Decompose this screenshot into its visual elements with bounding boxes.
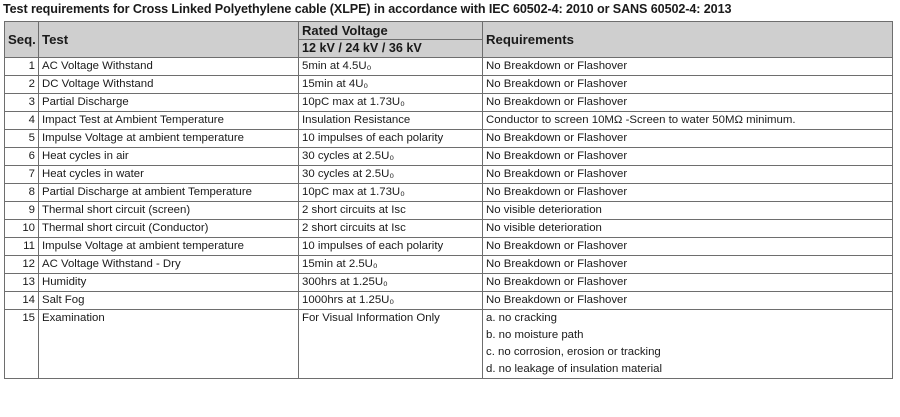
- requirement-cell: No Breakdown or Flashover: [483, 94, 893, 112]
- table-row: [5, 148, 893, 166]
- requirement-item: c. no corrosion, erosion or tracking: [486, 346, 661, 358]
- rated-voltage-cell: For Visual Information Only: [299, 310, 483, 379]
- table-row: [5, 202, 893, 220]
- seq-cell: 6: [5, 148, 39, 166]
- seq-cell: 7: [5, 166, 39, 184]
- test-cell: Heat cycles in air: [39, 148, 299, 166]
- test-cell: Salt Fog: [39, 292, 299, 310]
- test-cell: AC Voltage Withstand: [39, 58, 299, 76]
- test-cell: Examination: [39, 310, 299, 379]
- requirement-item: b. no moisture path: [486, 329, 584, 341]
- header-test: Test: [39, 22, 299, 58]
- requirement-cell: No Breakdown or Flashover: [483, 76, 893, 94]
- rated-voltage-cell: 30 cycles at 2.5U₀: [299, 148, 483, 166]
- header-voltage-levels: 12 kV / 24 kV / 36 kV: [299, 40, 483, 58]
- test-cell: AC Voltage Withstand - Dry: [39, 256, 299, 274]
- requirement-cell: No Breakdown or Flashover: [483, 130, 893, 148]
- table-row: [5, 184, 893, 202]
- requirement-item: d. no leakage of insulation material: [486, 363, 663, 375]
- table-row: [5, 58, 893, 76]
- requirement-cell: No Breakdown or Flashover: [483, 238, 893, 256]
- seq-cell: 14: [5, 292, 39, 310]
- requirement-cell: No Breakdown or Flashover: [483, 184, 893, 202]
- rated-voltage-cell: 15min at 2.5U₀: [299, 256, 483, 274]
- seq-cell: 5: [5, 130, 39, 148]
- rated-voltage-cell: 10pC max at 1.73U₀: [299, 184, 483, 202]
- header-seq: Seq.: [5, 22, 39, 58]
- seq-cell: 4: [5, 112, 39, 130]
- rated-voltage-cell: 2 short circuits at Isc: [299, 220, 483, 238]
- test-cell: DC Voltage Withstand: [39, 76, 299, 94]
- test-cell: Partial Discharge: [39, 94, 299, 112]
- seq-cell: 11: [5, 238, 39, 256]
- test-cell: Impulse Voltage at ambient temperature: [39, 130, 299, 148]
- test-cell: Impact Test at Ambient Temperature: [39, 112, 299, 130]
- seq-cell: 2: [5, 76, 39, 94]
- document-title: Test requirements for Cross Linked Polyethylene cable (XLPE) in accordance with IEC 60502-4: 2010 or SANS 60502-4: 2013: [3, 2, 732, 16]
- requirement-cell: No Breakdown or Flashover: [483, 292, 893, 310]
- table-row: [5, 310, 893, 379]
- seq-cell: 9: [5, 202, 39, 220]
- header-rated-voltage: Rated Voltage: [299, 22, 483, 40]
- requirement-cell: No Breakdown or Flashover: [483, 166, 893, 184]
- rated-voltage-cell: 1000hrs at 1.25U₀: [299, 292, 483, 310]
- requirement-cell: Conductor to screen 10MΩ -Screen to water 50MΩ minimum.: [483, 112, 893, 130]
- rated-voltage-cell: 10 impulses of each polarity: [299, 130, 483, 148]
- seq-cell: 13: [5, 274, 39, 292]
- table-row: [5, 274, 893, 292]
- seq-cell: 15: [5, 310, 39, 379]
- requirement-cell: No Breakdown or Flashover: [483, 58, 893, 76]
- table-row: [5, 292, 893, 310]
- seq-cell: 12: [5, 256, 39, 274]
- requirement-cell: No Breakdown or Flashover: [483, 274, 893, 292]
- requirement-list-cell: [483, 310, 893, 379]
- rated-voltage-cell: 10 impulses of each polarity: [299, 238, 483, 256]
- requirement-cell: No visible deterioration: [483, 202, 893, 220]
- table-row: [5, 112, 893, 130]
- rated-voltage-cell: 15min at 4U₀: [299, 76, 483, 94]
- table-row: [5, 166, 893, 184]
- seq-cell: 3: [5, 94, 39, 112]
- table-row: [5, 130, 893, 148]
- seq-cell: 8: [5, 184, 39, 202]
- rated-voltage-cell: 10pC max at 1.73U₀: [299, 94, 483, 112]
- table-row: [5, 94, 893, 112]
- requirement-item: a. no cracking: [486, 312, 557, 324]
- test-cell: Heat cycles in water: [39, 166, 299, 184]
- requirement-cell: No Breakdown or Flashover: [483, 256, 893, 274]
- header-requirements: Requirements: [483, 22, 893, 58]
- table-row: [5, 220, 893, 238]
- requirement-cell: No visible deterioration: [483, 220, 893, 238]
- table-row: [5, 238, 893, 256]
- seq-cell: 1: [5, 58, 39, 76]
- rated-voltage-cell: 300hrs at 1.25U₀: [299, 274, 483, 292]
- test-cell: Humidity: [39, 274, 299, 292]
- rated-voltage-cell: 5min at 4.5U₀: [299, 58, 483, 76]
- test-cell: Impulse Voltage at ambient temperature: [39, 238, 299, 256]
- table-row: [5, 76, 893, 94]
- requirement-cell: No Breakdown or Flashover: [483, 148, 893, 166]
- test-cell: Partial Discharge at ambient Temperature: [39, 184, 299, 202]
- test-cell: Thermal short circuit (screen): [39, 202, 299, 220]
- rated-voltage-cell: 30 cycles at 2.5U₀: [299, 166, 483, 184]
- test-cell: Thermal short circuit (Conductor): [39, 220, 299, 238]
- test-requirements-table: [4, 21, 893, 379]
- rated-voltage-cell: 2 short circuits at Isc: [299, 202, 483, 220]
- rated-voltage-cell: Insulation Resistance: [299, 112, 483, 130]
- table-row: [5, 256, 893, 274]
- seq-cell: 10: [5, 220, 39, 238]
